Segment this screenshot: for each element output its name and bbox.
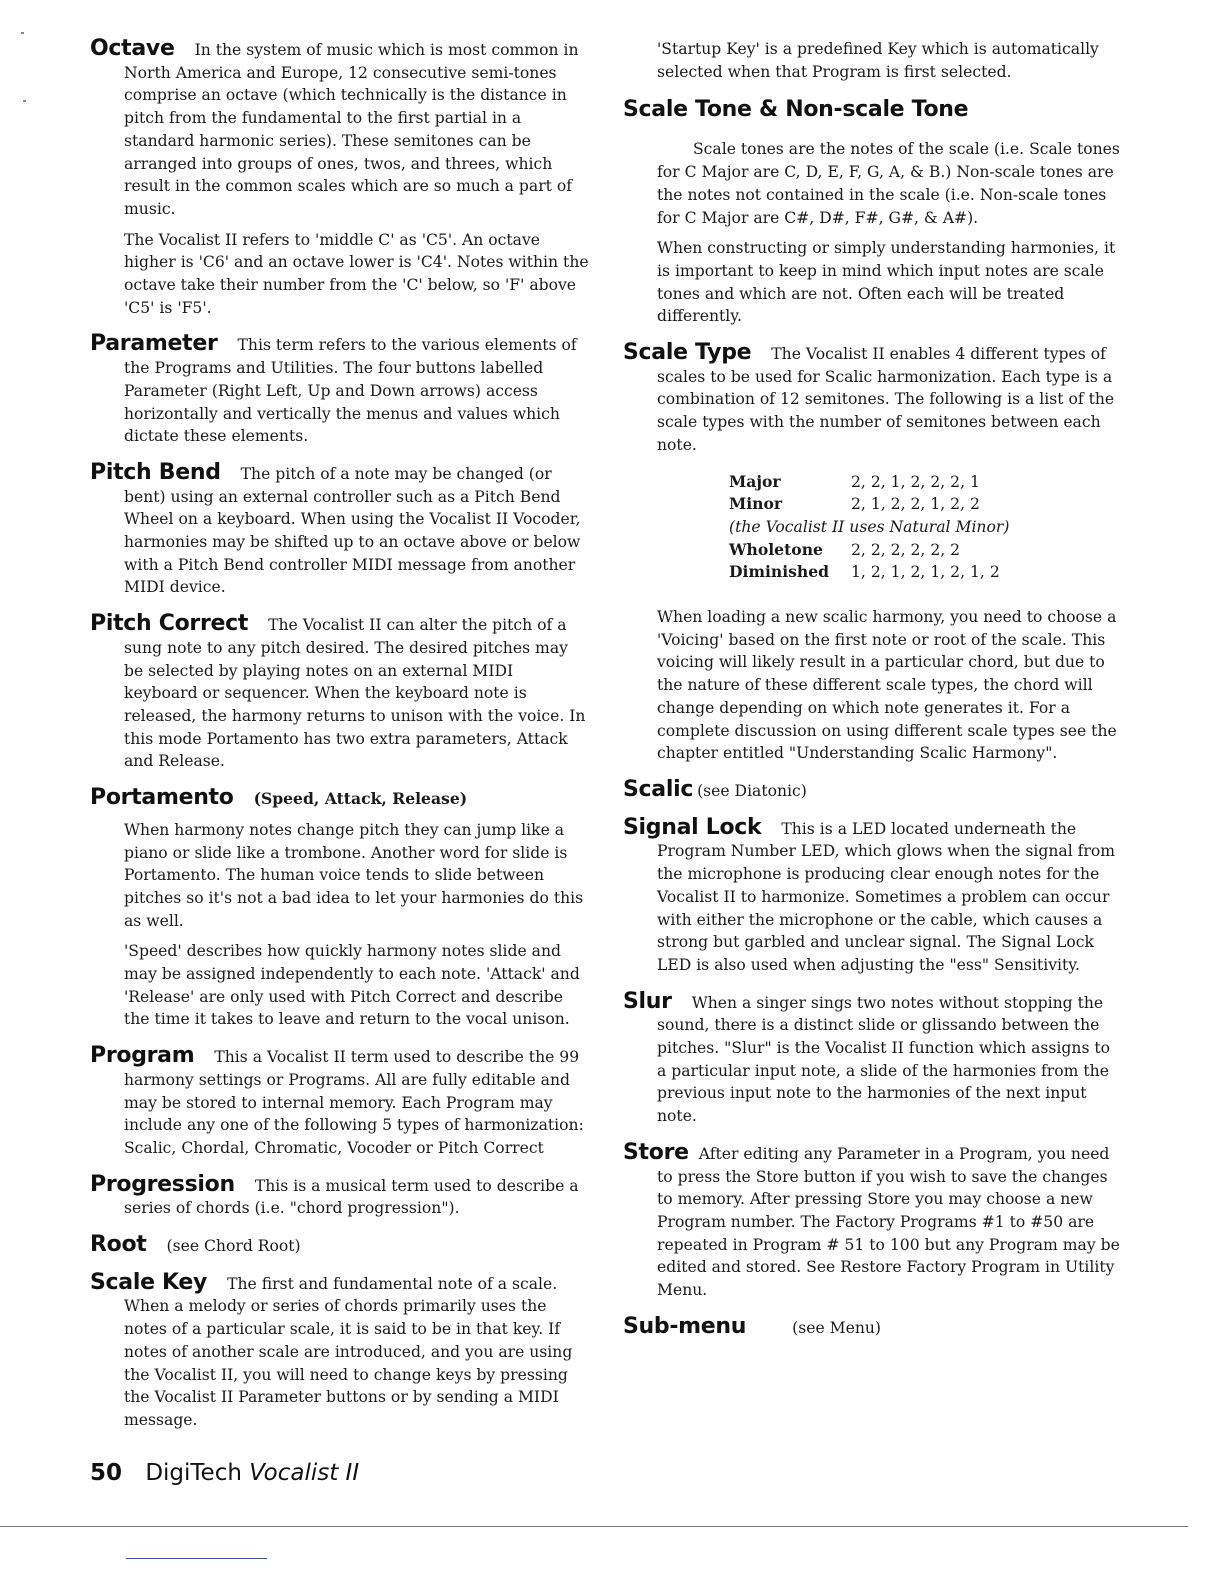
term-slur: Slur	[623, 988, 672, 1014]
definition-text: When loading a new scalic harmony, you need to choose a 'Voicing' based on the first note or root of the scale. This voicing will likely result in a particular chord, but due to the nature of these different scale types, the chord will change depending on which note generates it. For a complete discussion on using different scale types see the chapter entitled "Understanding Scalic Harmony".	[657, 608, 1117, 763]
definition-text: When a singer sings two notes without stopping the sound, there is a distinct slide or glissando between the pitches. "Slur" is the Vocalist II function which assigns to a particular input note, a slide of the harmonies from the previous input note to the harmonies of the next input note.	[657, 993, 1111, 1126]
glossary-entry-root	[90, 1234, 590, 1258]
definition-text: When constructing or simply understanding harmonies, it is important to keep in mind which input notes are scale tones and which are not. Often each will be treated differently.	[657, 239, 1116, 326]
definition-text: This is a musical term used to describe a series of chords (i.e. "chord progression").	[124, 1176, 579, 1218]
definition-text: In the system of music which is most common in North America and Europe, 12 consecutive semi-tones comprise an octave (which technically is the distance in pitch from the fundamental to the first partial in a standard harmonic series). These semitones can be arranged into groups of ones, twos, and threes, which result in the common scales which are so much a part of music.	[124, 41, 579, 218]
scale-row	[729, 471, 1123, 494]
definition-text: The Vocalist II can alter the pitch of a sung note to any pitch desired. The desired pitches may be selected by playing notes on an external MIDI keyboard or sequencer. When the keyboard note is released, the harmony returns to unison with the voice. In this mode Portamento has two extra parameters, Attack and Release.	[124, 616, 586, 771]
glossary-entry-signal-lock	[623, 814, 1123, 977]
scale-row	[729, 539, 1123, 562]
definition-text: After editing any Parameter in a Program, you need to press the Store button if you wish to save the changes to memory. After pressing Store you may choose a new Program number. The Factory Programs #1 to #50 are repeated in Program # 51 to 100 but any Program may be edited and stored. See Restore Factory Program in Utility Menu.	[657, 1144, 1120, 1300]
definition-text: The Vocalist II refers to 'middle C' as 'C5'. An octave higher is 'C6' and an octave lower is 'C4'. Notes within the octave take their number from the 'C' below, so 'F' above 'C5' is 'F5'.	[124, 230, 589, 317]
term-parameter: Parameter	[90, 331, 218, 357]
scale-steps: 1, 2, 1, 2, 1, 2, 1, 2	[851, 563, 1000, 582]
term-scale-type: Scale Type	[623, 340, 752, 366]
definition-text: Scale tones are the notes of the scale (i.e. Scale tones for C Major are C, D, E, F, G, A, & B.) Non-scale tones are the notes not contained in the scale (i.e. Non-scale tones for C Major are C#, D#, F#, G#, & A#).	[657, 140, 1120, 227]
glossary-entry-pitch-bend	[90, 459, 590, 599]
glossary-entry-startup-key-continued	[623, 38, 1123, 83]
definition-text: (see Chord Root)	[166, 1237, 301, 1256]
definition-text: This a Vocalist II term used to describe the 99 harmony settings or Programs. All are fully editable and may be stored to internal memory. Each Program may include any one of the following 5 types of harmonization: Scalic, Chordal, Chromatic, Vocoder or Pitch Correct	[124, 1048, 584, 1157]
scale-row	[729, 561, 1123, 584]
minor-note: (the Vocalist II uses Natural Minor)	[729, 517, 1010, 536]
term-portamento: Portamento	[90, 785, 234, 811]
term-scalic: Scalic	[623, 776, 694, 802]
scale-name: Major	[729, 471, 781, 491]
right-column	[623, 38, 1123, 1353]
glossary-entry-store	[623, 1139, 1123, 1302]
term-sub-menu: Sub-menu	[623, 1313, 747, 1339]
term-pitch-bend: Pitch Bend	[90, 459, 221, 485]
definition-text: When harmony notes change pitch they can jump like a piano or slide like a trombone. Another word for slide is Portamento. The human voice tends to slide between pitches so it's not a bad idea to let your harmonies do this as well.	[124, 820, 584, 930]
glossary-entry-octave	[90, 38, 590, 319]
definition-text: The pitch of a note may be changed (or bent) using an external controller such as a Pitch Bend Wheel on a keyboard. When using the Vocalist II Vocoder, harmonies may be shifted up to an octave above or below with a Pitch Bend controller MIDI message from another MIDI device.	[124, 464, 581, 597]
term-store: Store	[623, 1139, 689, 1165]
page-number: 50	[90, 1460, 123, 1486]
definition-text: This is a LED located underneath the Program Number LED, which glows when the signal from the microphone is producing clear enough notes for the Vocalist II to harmonize. Sometimes a problem can occur with either the microphone or the cable, which causes a strong but garbled and unclear signal. The Signal Lock LED is also used when adjusting the "ess" Sensitivity.	[657, 819, 1116, 974]
product-name: Vocalist II	[249, 1460, 360, 1486]
scale-types-table	[729, 471, 1123, 585]
definition-text: (see Menu)	[792, 1318, 882, 1337]
definition-text: (see Diatonic)	[697, 781, 807, 800]
brand-name: DigiTech	[145, 1460, 242, 1486]
portamento-subtitle: (Speed, Attack, Release)	[253, 789, 468, 809]
glossary-entry-sub-menu	[623, 1313, 1123, 1340]
glossary-entry-scale-key	[90, 1269, 590, 1432]
glossary-entry-parameter	[90, 333, 590, 448]
bottom-rule	[0, 1526, 1188, 1527]
definition-text: This term refers to the various elements of the Programs and Utilities. The four buttons labelled Parameter (Right Left, Up and Down arrows) access horizontally and vertically the menus and values which dictate these elements.	[124, 336, 577, 446]
definition-text: The Vocalist II enables 4 different types of scales to be used for Scalic harmonization. Each type is a combination of 12 semitones. The following is a list of the scale types with the number of semitones between each note.	[657, 345, 1115, 454]
glossary-entry-scale-type	[623, 342, 1123, 457]
term-progression: Progression	[90, 1171, 235, 1197]
scale-name: Minor	[729, 494, 783, 514]
heading-scale-tone: Scale Tone & Non-scale Tone	[623, 97, 969, 123]
glossary-entry-pitch-correct	[90, 613, 590, 773]
scan-speck	[21, 32, 24, 34]
glossary-entry-progression	[90, 1171, 590, 1220]
scale-row	[729, 493, 1123, 516]
glossary-entry-portamento	[90, 787, 590, 1031]
scan-speck	[23, 100, 26, 102]
scale-steps: 2, 2, 2, 2, 2, 2	[851, 540, 961, 559]
term-signal-lock: Signal Lock	[623, 814, 762, 840]
blue-rule	[126, 1558, 267, 1559]
glossary-entry-scale-tone	[623, 138, 1123, 328]
scale-steps: 2, 1, 2, 2, 1, 2, 2	[851, 495, 980, 514]
term-program: Program	[90, 1043, 195, 1069]
glossary-entry-slur	[623, 988, 1123, 1128]
page-footer	[90, 1460, 359, 1486]
glossary-entry-scalic	[623, 776, 1123, 803]
glossary-entry-program	[90, 1045, 590, 1160]
definition-text: 'Startup Key' is a predefined Key which is automatically selected when that Program is first selected.	[657, 40, 1099, 81]
definition-text: 'Speed' describes how quickly harmony notes slide and may be assigned independently to each note. 'Attack' and 'Release' are only used with Pitch Correct and describe the time it takes to leave and return to the vocal unison.	[124, 942, 580, 1029]
term-pitch-correct: Pitch Correct	[90, 611, 249, 637]
scale-steps: 2, 2, 1, 2, 2, 2, 1	[851, 472, 980, 491]
term-scale-key: Scale Key	[90, 1269, 208, 1295]
voicing-paragraph	[623, 606, 1123, 765]
term-root: Root	[90, 1232, 147, 1258]
term-octave: Octave	[90, 36, 175, 61]
scale-name: Diminished	[729, 562, 830, 582]
left-column	[90, 38, 590, 1446]
definition-text: The first and fundamental note of a scale. When a melody or series of chords primarily uses the notes of a particular scale, it is said to be in that key. If notes of another scale are introduced, and you are using the Vocalist II, you will need to change keys by pressing the Vocalist II Parameter buttons or by sending a MIDI message.	[124, 1274, 573, 1429]
scale-name: Wholetone	[729, 539, 823, 559]
